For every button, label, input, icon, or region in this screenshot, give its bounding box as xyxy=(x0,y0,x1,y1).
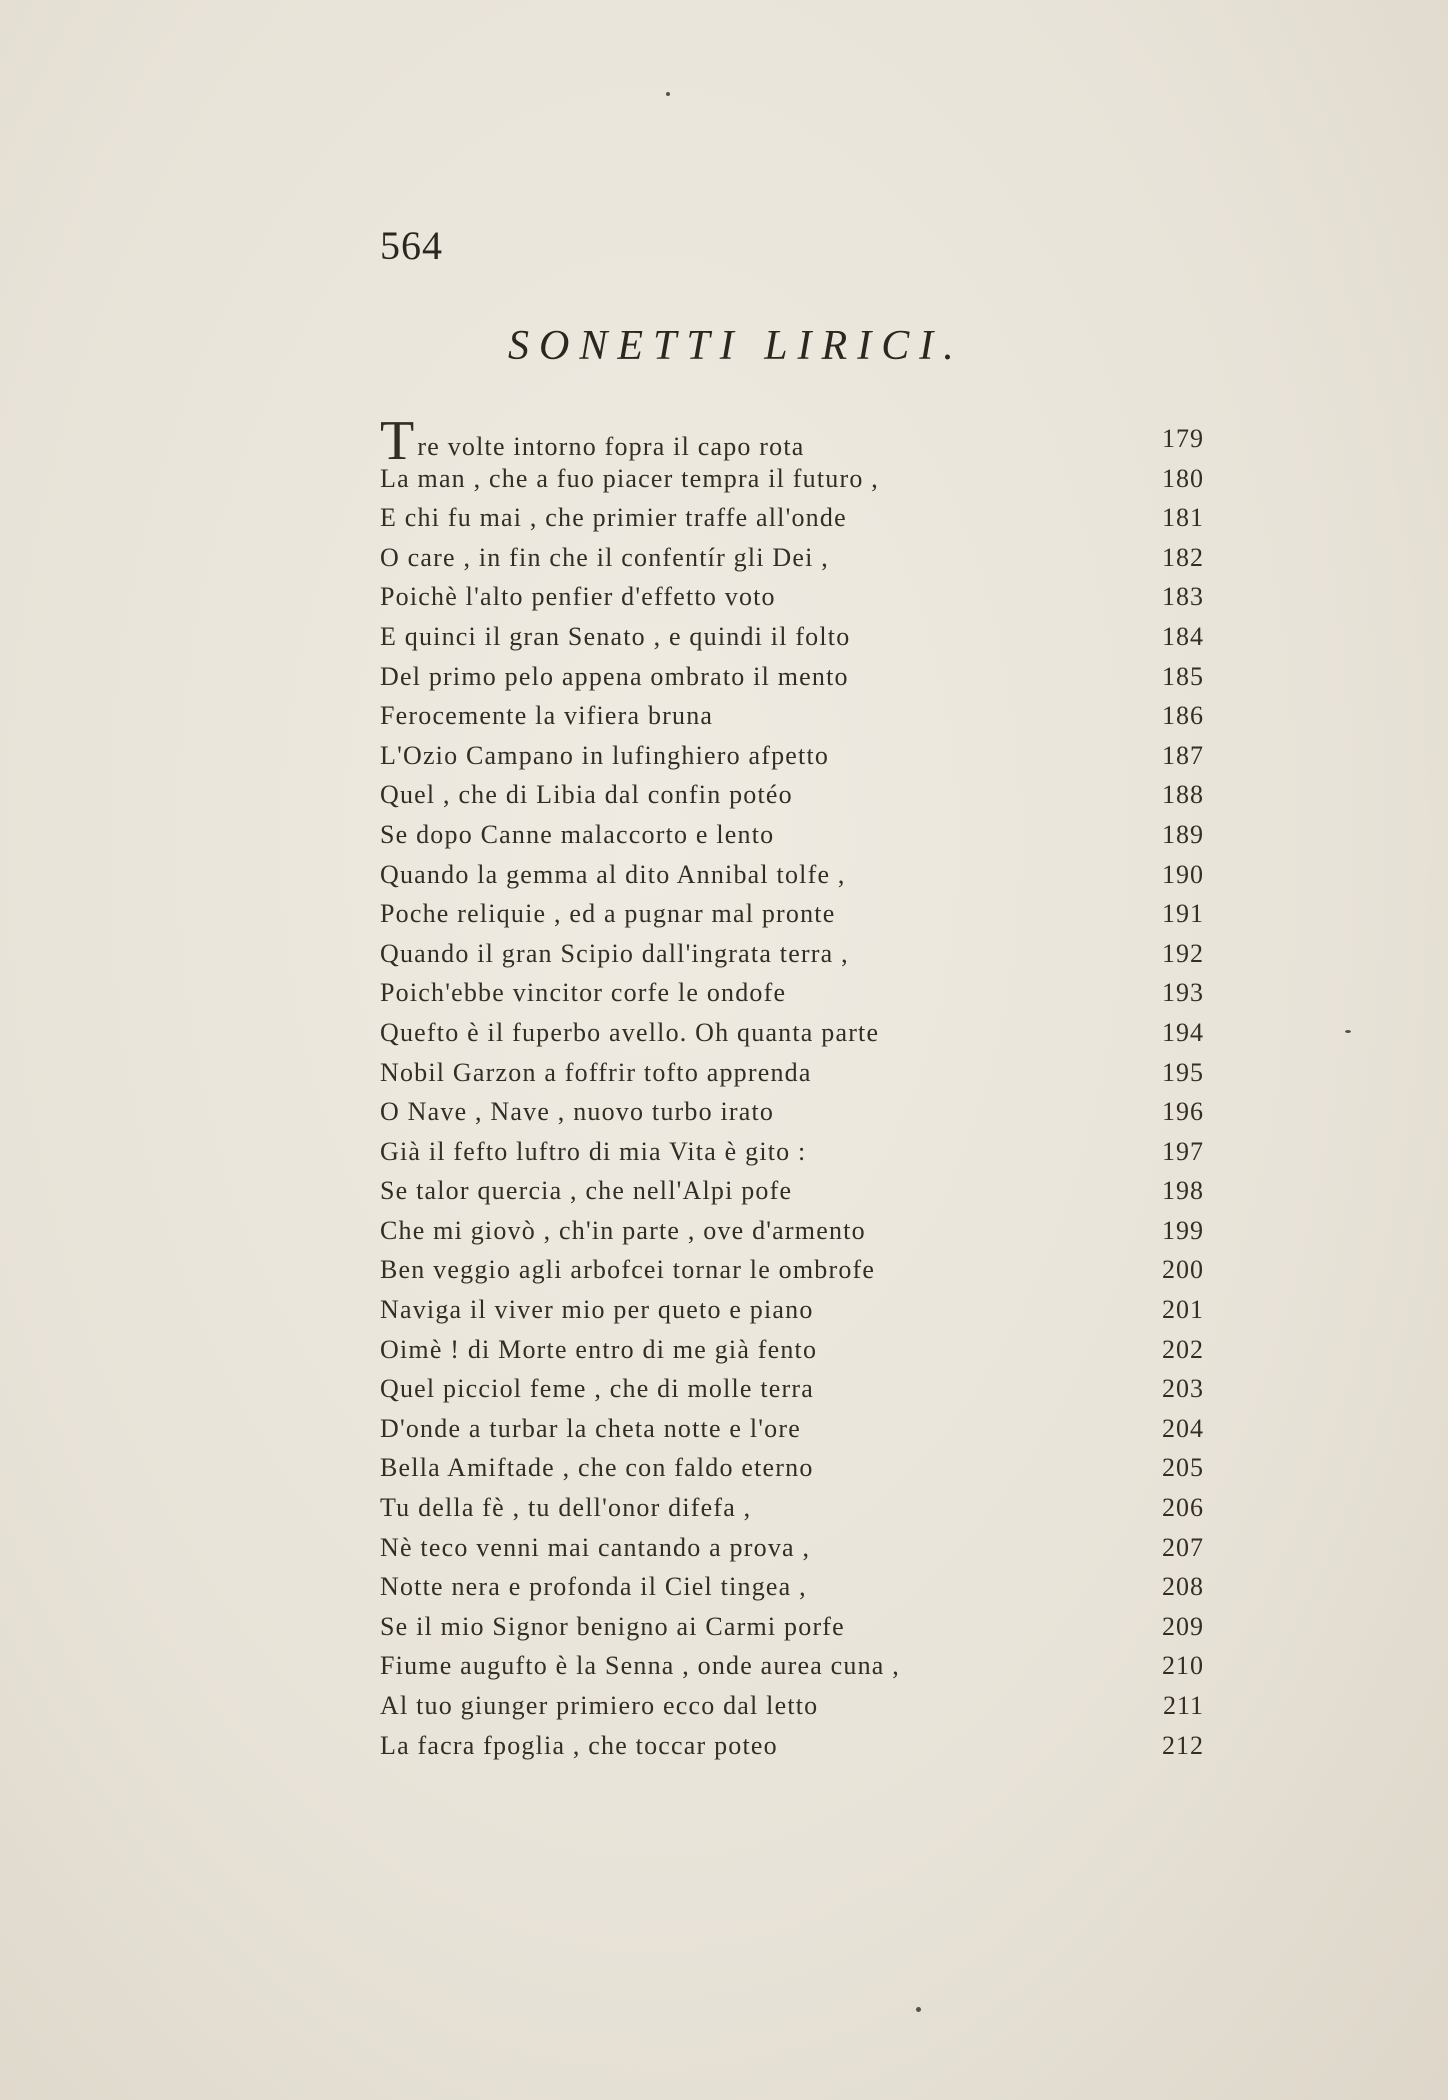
toc-entry-page-number: 209 xyxy=(1162,1611,1204,1641)
toc-entry-text xyxy=(380,780,793,810)
toc-entry-text xyxy=(380,1176,792,1206)
toc-entry-incipit: D'onde a turbar la cheta notte e l'ore xyxy=(380,1413,801,1443)
toc-entry-page-number: 187 xyxy=(1162,740,1204,770)
toc-entry-text xyxy=(380,1137,807,1167)
toc-entry-incipit: O care , in fin che il confentír gli Dei , xyxy=(380,542,829,572)
toc-entry-incipit: Quando la gemma al dito Annibal tolfe , xyxy=(380,859,846,889)
toc-entry-text xyxy=(380,820,774,850)
toc-entry-incipit: Nè teco venni mai cantando a prova , xyxy=(380,1532,811,1562)
page-number: 564 xyxy=(380,223,443,268)
toc-entry-page-number: 210 xyxy=(1162,1651,1204,1681)
toc-entry-incipit: La man , che a fuo piacer tempra il futuro , xyxy=(380,463,879,493)
toc-entry xyxy=(380,1564,1210,1604)
toc-entry xyxy=(380,614,1210,654)
toc-entry xyxy=(380,1010,1210,1050)
toc-entry-incipit: Già il fefto luftro di mia Vita è gito : xyxy=(380,1136,807,1166)
toc-entry-text xyxy=(380,464,879,494)
toc-entry-text xyxy=(380,1018,879,1048)
toc-entry xyxy=(380,1445,1210,1485)
toc-entry-text xyxy=(380,582,776,612)
toc-entry-page-number: 212 xyxy=(1162,1730,1204,1760)
toc-entry xyxy=(380,852,1210,892)
toc-entry-text xyxy=(380,860,846,890)
toc-entry-page-number: 207 xyxy=(1162,1532,1204,1562)
toc-entry-text xyxy=(380,939,849,969)
toc-entry xyxy=(380,693,1210,733)
toc-entry-page-number: 208 xyxy=(1162,1572,1204,1602)
toc-entry-incipit: La facra fpoglia , che toccar poteo xyxy=(380,1730,778,1760)
toc-entry-text xyxy=(380,503,847,533)
toc-entry-text xyxy=(380,1058,812,1088)
toc-entry-text xyxy=(380,978,786,1008)
toc-entry xyxy=(380,1604,1210,1644)
toc-entry xyxy=(380,1723,1210,1763)
toc-entry xyxy=(380,931,1210,971)
toc-entry xyxy=(380,456,1210,496)
toc-entry xyxy=(380,410,1210,472)
toc-entry xyxy=(380,891,1210,931)
toc-entry-page-number: 203 xyxy=(1162,1374,1204,1404)
toc-entry xyxy=(380,1327,1210,1367)
toc-entry-text xyxy=(380,899,835,929)
toc-entry-page-number: 211 xyxy=(1162,1691,1204,1720)
toc-entry xyxy=(380,1208,1210,1248)
toc-entry-page-number: 205 xyxy=(1162,1453,1204,1483)
toc-entry-text xyxy=(380,1691,818,1721)
toc-entry-text xyxy=(380,1255,875,1285)
toc-entry-incipit: Poichè l'alto penfier d'effetto voto xyxy=(380,582,776,612)
toc-entry-page-number: 181 xyxy=(1162,503,1204,533)
toc-entry-incipit: Oimè ! di Morte entro di me già fento xyxy=(380,1334,818,1364)
toc-entry xyxy=(380,495,1210,535)
toc-entry-text xyxy=(380,1335,817,1365)
paper-speck xyxy=(666,92,670,96)
toc-entry-incipit: Bella Amiftade , che con faldo eterno xyxy=(380,1453,814,1483)
toc-entry-incipit: Se talor quercia , che nell'Alpi pofe xyxy=(380,1176,793,1206)
toc-entry-text xyxy=(380,1572,807,1602)
toc-entry-text xyxy=(380,1493,751,1523)
toc-entry-page-number: 204 xyxy=(1162,1413,1204,1443)
toc-entry-incipit: Ben veggio agli arbofcei tornar le ombrofe xyxy=(380,1255,876,1285)
toc-entry-page-number: 180 xyxy=(1162,463,1204,493)
paper-speck xyxy=(1345,1030,1351,1033)
toc-entry-incipit: Notte nera e profonda il Ciel tingea , xyxy=(380,1572,807,1602)
toc-entry-incipit: Del primo pelo appena ombrato il mento xyxy=(380,661,849,691)
toc-entry-incipit: Quando il gran Scipio dall'ingrata terra , xyxy=(380,938,849,968)
toc-entry xyxy=(380,1683,1210,1723)
toc-entry xyxy=(380,1247,1210,1287)
toc-entry-text xyxy=(380,662,849,692)
toc-entry xyxy=(380,654,1210,694)
paper-speck xyxy=(916,2007,921,2012)
toc-entry-incipit: Quel , che di Libia dal confin potéo xyxy=(380,780,793,810)
toc-entry xyxy=(380,733,1210,773)
toc-entry-text xyxy=(380,1216,866,1246)
toc-entry-page-number: 206 xyxy=(1162,1493,1204,1523)
toc-entry-incipit: O Nave , Nave , nuovo turbo irato xyxy=(380,1097,775,1127)
toc-entry-text xyxy=(380,1731,778,1761)
toc-entry xyxy=(380,1287,1210,1327)
drop-cap-letter: T xyxy=(380,410,416,472)
toc-entry-text xyxy=(380,1097,774,1127)
toc-entry-text xyxy=(380,1374,814,1404)
toc-entry xyxy=(380,535,1210,575)
toc-entry xyxy=(380,772,1210,812)
toc-entry-page-number: 184 xyxy=(1162,621,1204,651)
toc-entry-incipit: Poche reliquie , ed a pugnar mal pronte xyxy=(380,899,836,929)
toc-entry-page-number: 191 xyxy=(1162,899,1204,929)
toc-entry-page-number: 183 xyxy=(1162,582,1204,612)
toc-entry-text xyxy=(380,741,829,771)
toc-entry xyxy=(380,1485,1210,1525)
toc-entry xyxy=(380,1129,1210,1169)
toc-entry-page-number: 197 xyxy=(1162,1136,1204,1166)
toc-entry-incipit: Poich'ebbe vincitor corfe le ondofe xyxy=(380,978,787,1008)
toc-entry xyxy=(380,1366,1210,1406)
toc-entry-text xyxy=(380,1414,801,1444)
toc-entry-page-number: 193 xyxy=(1162,978,1204,1008)
toc-entry-incipit: re volte intorno fopra il capo rota xyxy=(417,432,805,461)
table-of-contents xyxy=(380,410,1210,1762)
toc-entry-text xyxy=(380,1651,900,1681)
toc-entry xyxy=(380,812,1210,852)
toc-entry-text xyxy=(380,543,829,573)
toc-entry xyxy=(380,1050,1210,1090)
toc-entry-page-number: 201 xyxy=(1162,1295,1204,1325)
toc-entry xyxy=(380,1643,1210,1683)
toc-entry-text xyxy=(380,1453,814,1483)
toc-entry-incipit: Ferocemente la vifiera bruna xyxy=(380,701,714,731)
toc-entry xyxy=(380,574,1210,614)
toc-entry-page-number: 186 xyxy=(1162,701,1204,731)
toc-entry-page-number: 200 xyxy=(1162,1255,1204,1285)
toc-entry xyxy=(380,1168,1210,1208)
toc-entry-incipit: Se il mio Signor benigno ai Carmi porfe xyxy=(380,1611,845,1641)
toc-entry-incipit: Quel picciol feme , che di molle terra xyxy=(380,1374,814,1404)
toc-entry xyxy=(380,970,1210,1010)
toc-entry-incipit: E chi fu mai , che primier traffe all'onde xyxy=(380,503,847,533)
toc-entry-incipit: Tu della fè , tu dell'onor difefa , xyxy=(380,1493,752,1523)
toc-entry-page-number: 194 xyxy=(1162,1017,1204,1047)
toc-entry-incipit: L'Ozio Campano in lufinghiero afpetto xyxy=(380,740,830,770)
toc-entry-page-number: 196 xyxy=(1162,1097,1204,1127)
toc-entry-incipit: E quinci il gran Senato , e quindi il folto xyxy=(380,621,851,651)
toc-entry-incipit: Al tuo giunger primiero ecco dal letto xyxy=(380,1691,819,1720)
toc-entry xyxy=(380,1525,1210,1565)
section-title: SONETTI LIRICI. xyxy=(508,323,964,369)
toc-entry-page-number: 199 xyxy=(1162,1215,1204,1245)
toc-entry xyxy=(380,1089,1210,1129)
toc-entry-text xyxy=(380,1295,814,1325)
toc-entry-page-number: 179 xyxy=(1162,424,1204,453)
toc-entry-incipit: Fiume augufto è la Senna , onde aurea cuna , xyxy=(380,1651,900,1681)
toc-entry-incipit: Nobil Garzon a foffrir tofto apprenda xyxy=(380,1057,812,1087)
toc-entry-incipit: Naviga il viver mio per queto e piano xyxy=(380,1295,814,1325)
toc-entry xyxy=(380,1406,1210,1446)
toc-entry-page-number: 189 xyxy=(1162,819,1204,849)
toc-entry-page-number: 185 xyxy=(1162,661,1204,691)
toc-entry-incipit: Se dopo Canne malaccorto e lento xyxy=(380,819,775,849)
toc-entry-text xyxy=(380,622,850,652)
toc-entry-page-number: 182 xyxy=(1162,542,1204,572)
toc-entry-page-number: 192 xyxy=(1162,938,1204,968)
toc-entry-incipit: Che mi giovò , ch'in parte , ove d'armento xyxy=(380,1215,866,1245)
toc-entry-text xyxy=(380,1533,810,1563)
toc-entry-page-number: 195 xyxy=(1162,1057,1204,1087)
toc-entry-text xyxy=(380,701,713,731)
toc-entry-page-number: 198 xyxy=(1162,1176,1204,1206)
toc-entry-page-number: 190 xyxy=(1162,859,1204,889)
toc-entry-text xyxy=(380,1612,845,1642)
toc-entry-page-number: 188 xyxy=(1162,780,1204,810)
toc-entry-page-number: 202 xyxy=(1162,1334,1204,1364)
toc-entry-incipit: Quefto è il fuperbo avello. Oh quanta parte xyxy=(380,1017,880,1047)
